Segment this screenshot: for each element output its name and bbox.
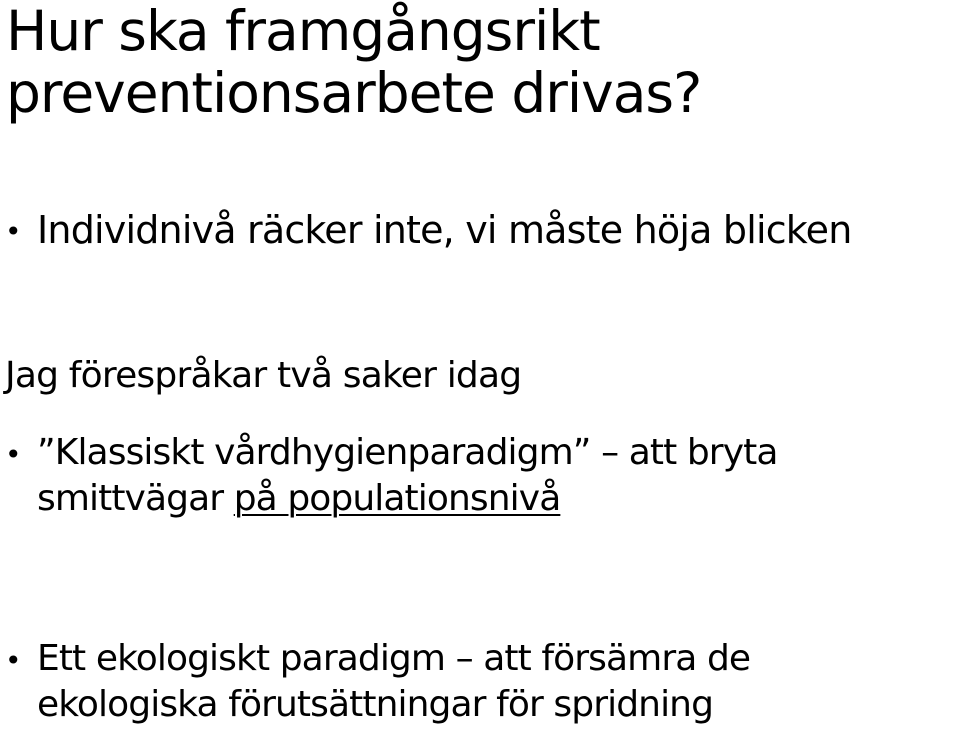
bullet-3-line1: Ett ekologiskt paradigm – att försämra de	[37, 638, 751, 679]
title-line-1: Hur ska framgångsrikt	[6, 0, 600, 63]
title-line-2: preventionsarbete drivas?	[6, 61, 702, 125]
bullet-2-line2-underlined: på populationsnivå	[233, 478, 561, 519]
bullet-dot-icon: •	[5, 215, 21, 248]
intro-text: Jag förespråkar två saker idag	[5, 355, 522, 396]
bullet-2-quoted: ”Klassiskt vårdhygienparadigm”	[37, 432, 591, 473]
bullet-dot-icon: •	[5, 438, 21, 471]
bullet-2-rest: – att bryta	[590, 432, 778, 473]
bullet-2-line2-plain: smittvägar	[37, 478, 234, 519]
bullet-text-1: Individnivå räcker inte, vi måste höja blicken	[37, 208, 852, 252]
bullet-text-3	[37, 636, 750, 728]
bullet-3-line2: ekologiska förutsättningar för spridning	[37, 684, 714, 725]
bullet-dot-icon: •	[5, 644, 21, 677]
slide-title	[6, 0, 701, 124]
bullet-text-2	[37, 430, 778, 522]
